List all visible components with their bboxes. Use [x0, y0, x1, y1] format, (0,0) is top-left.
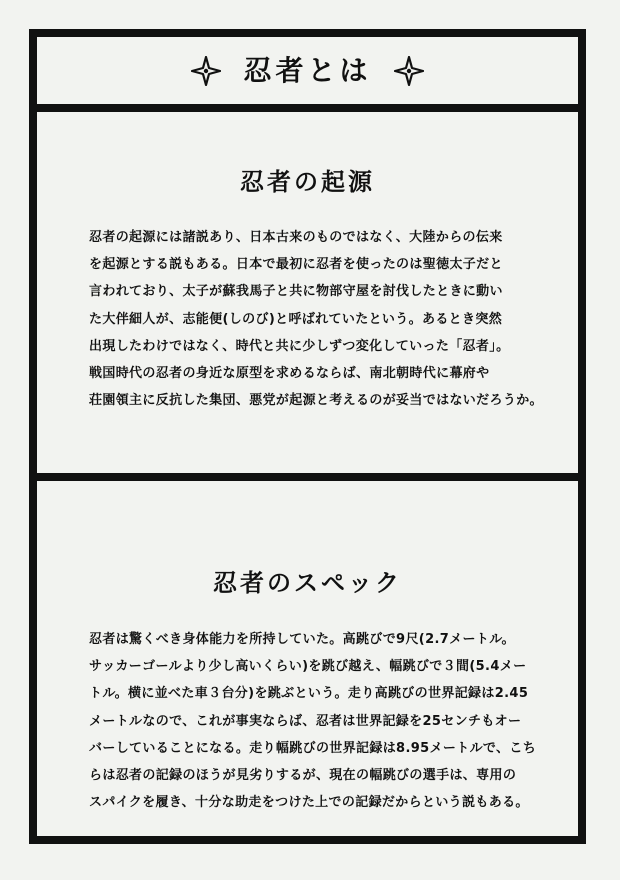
header-divider — [37, 104, 578, 112]
body-line: 忍者は驚くべき身体能力を所持していた。高跳びで9尺(2.7メートル。 — [89, 632, 515, 647]
section-divider — [37, 473, 578, 481]
shuriken-icon — [191, 56, 221, 86]
section-body — [89, 224, 543, 414]
header — [37, 37, 578, 104]
page-frame — [29, 29, 586, 844]
body-line: 戦国時代の忍者の身近な原型を求めるならば、南北朝時代に幕府や — [89, 366, 490, 382]
section-origin — [37, 112, 578, 473]
body-line: バーしていることになる。走り幅跳びの世界記録は8.95メートルで、こち — [89, 740, 537, 756]
section-body — [89, 626, 543, 816]
body-line: トル。横に並べた車３台分)を跳ぶという。走り高跳びの世界記録は2.45 — [89, 686, 529, 702]
section-title: 忍者のスペック — [213, 569, 402, 597]
body-line: サッカーゴールより少し高いくらい)を跳び越え、幅跳びで３間(5.4メー — [89, 659, 527, 675]
shuriken-icon — [394, 56, 424, 86]
body-line: 忍者の起源には諸説あり、日本古来のものではなく、大陸からの伝来 — [89, 230, 503, 245]
section-spec — [37, 481, 578, 844]
body-line: スパイクを履き、十分な助走をつけた上での記録だからという説もある。 — [89, 795, 529, 811]
section-title: 忍者の起源 — [240, 168, 375, 196]
page-title: 忍者とは — [243, 53, 372, 87]
body-line: らは忍者の記録のほうが見劣りするが、現在の幅跳びの選手は、専用の — [89, 768, 517, 784]
body-line: た大伴細人が、志能便(しのび)と呼ばれていたという。あるとき突然 — [89, 311, 503, 327]
body-line: メートルなので、これが事実ならば、忍者は世界記録を25センチもオー — [89, 713, 522, 729]
body-line: 出現したわけではなく、時代と共に少しずつ変化していった「忍者」。 — [89, 338, 510, 354]
body-line: 言われており、太子が蘇我馬子と共に物部守屋を討伐したときに動い — [89, 284, 503, 300]
body-line: 荘園領主に反抗した集団、悪党が起源と考えるのが妥当ではないだろうか。 — [89, 393, 543, 409]
body-line: を起源とする説もある。日本で最初に忍者を使ったのは聖徳太子だと — [89, 257, 503, 273]
